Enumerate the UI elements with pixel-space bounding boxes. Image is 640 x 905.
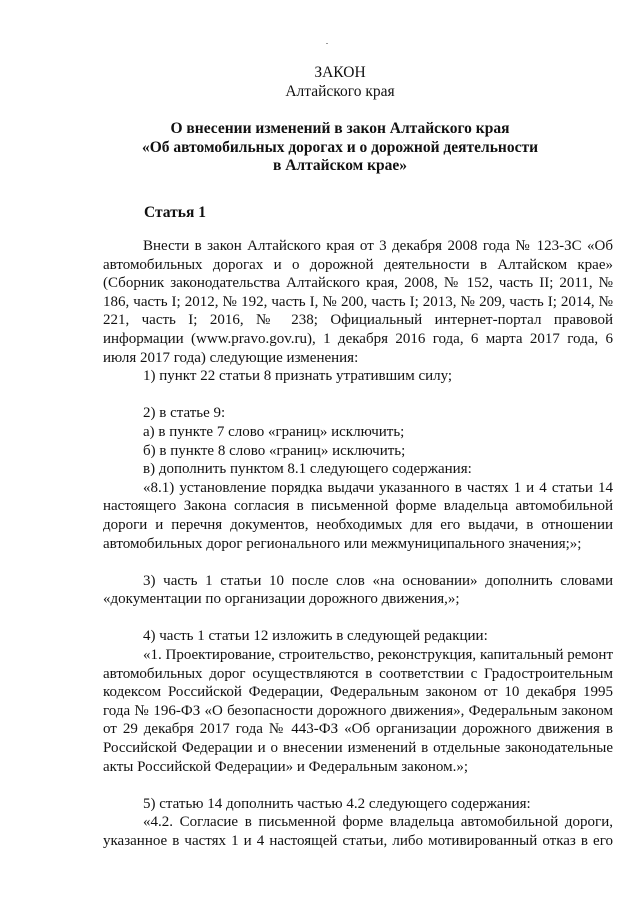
item-2-quote: «8.1) установление порядка выдачи указанного в частях 1 и 4 статьи 14 настоящего Закона согласия в письменной форме владельца автомобильной дороги и перечня документов, необходимых для его выдачи, в отношении автомобильных дорог регионального или межмуниципального значения;»; xyxy=(103,479,613,552)
page-mark xyxy=(326,43,328,44)
law-name xyxy=(100,120,580,176)
item-2c: в) дополнить пунктом 8.1 следующего содержания: xyxy=(143,461,472,478)
item-4: 4) часть 1 статьи 12 изложить в следующей редакции: xyxy=(143,628,488,645)
article-body xyxy=(103,237,613,851)
item-2b: б) в пункте 8 слово «границ» исключить; xyxy=(143,442,406,459)
item-5-quote-line-2: указанное в частях 1 и 4 настоящей статьи, либо мотивированный отказ в его xyxy=(103,833,613,849)
law-name-line-1: О внесении изменений в закон Алтайского края xyxy=(170,120,510,137)
item-4-quote: «1. Проектирование, строительство, реконструкция, капитальный ремонт автомобильных дорог осуществляются в соответствии с Градостроительным кодексом Российской Федерации, Федеральным законом от 10 декабря 1995 года № 196-ФЗ «О безопасности дорожного движения», Федеральным законом от 29 декабря 2017 года № 443-ФЗ «Об организации дорожного движения в Российской Федерации и о внесении изменений в отдельные законодательные акты Российской Федерации» и Федеральным законом.»; xyxy=(103,647,613,775)
article-intro: Внести в закон Алтайского края от 3 декабря 2008 года № 123-ЗС «Об автомобильных дорогах и о дорожной деятельности в Алтайском крае» (Сборник законодательства Алтайского края, 2008, № 152, часть II; 2011, № 186, часть I; 2012, № 192, часть I, № 200, часть I; 2013, № 209, часть I; 2014, № 221, часть I; 2016, № 238; Официальный интернет-портал правовой информации (www.pravo.gov.ru), 1 декабря 2016 года, 6 марта 2017 года, 6 июля 2017 года) следующие изменения: xyxy=(103,238,613,366)
law-name-line-3: в Алтайском крае» xyxy=(272,157,408,174)
item-1: 1) пункт 22 статьи 8 признать утратившим силу; xyxy=(143,368,453,385)
article-heading: Статья 1 xyxy=(144,204,206,221)
law-name-line-2: «Об автомобильных дорогах и о дорожной деятельности xyxy=(141,138,539,156)
item-5: 5) статью 14 дополнить частью 4.2 следующего содержания: xyxy=(143,795,531,812)
document-type-title: ЗАКОН xyxy=(314,64,366,81)
item-5-quote-line-1: «4.2. Согласие в письменной форме владельца автомобильной дороги, xyxy=(143,814,613,831)
document-region: Алтайского края xyxy=(285,83,395,100)
item-3: 3) часть 1 статьи 10 после слов «на основании» дополнить словами «документации по организации дорожного движения,»; xyxy=(103,572,613,608)
item-2a: а) в пункте 7 слово «границ» исключить; xyxy=(143,423,405,440)
item-2: 2) в статье 9: xyxy=(143,405,226,422)
